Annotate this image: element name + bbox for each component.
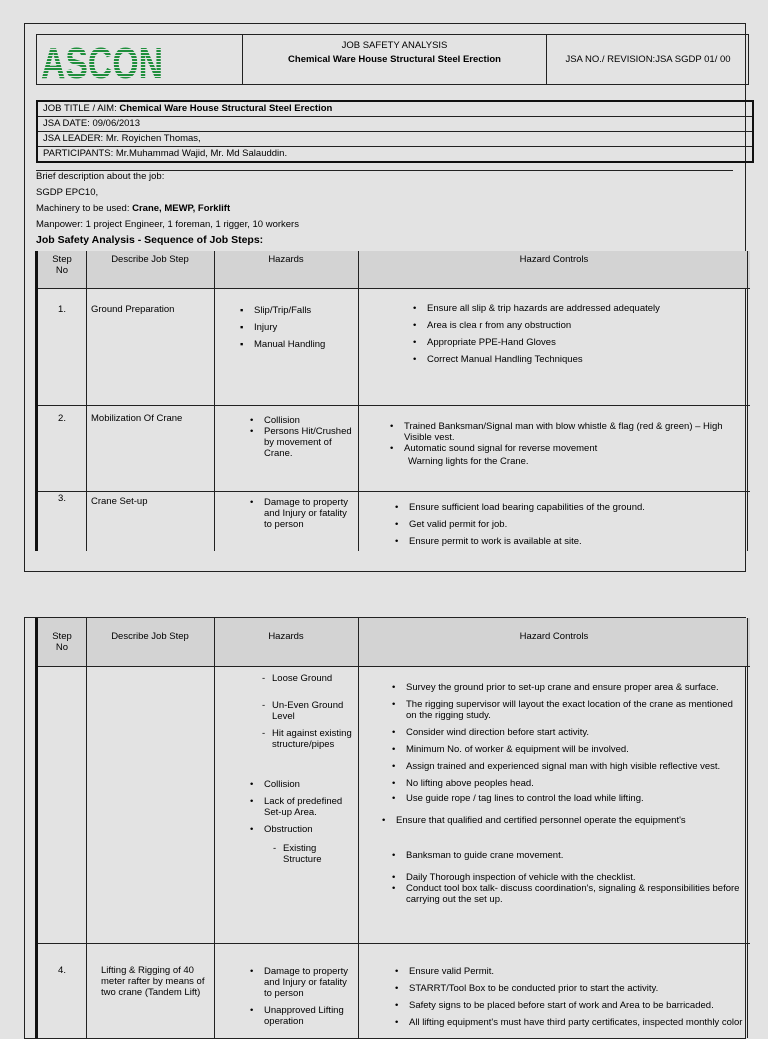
control-item: • All lifting equipment's must have third party certificates, inspected monthly color: [409, 1017, 747, 1028]
row2-hazards: [264, 415, 356, 459]
jsa-header: [36, 34, 749, 88]
ascon-logo: [41, 38, 231, 88]
hazard-item: • Lack of predefined Set-up Area.: [264, 796, 356, 818]
document-subtitle: Chemical Ware House Structural Steel Erection: [288, 54, 501, 65]
hazard-item: - Existing Structure: [283, 843, 357, 865]
control-item: • STARRT/Tool Box to be conducted prior to start the activity.: [409, 983, 747, 994]
row3-hazards: [264, 497, 356, 530]
control-item: • Conduct tool box talk- discuss coordination's, signaling & responsibilities before carrying out the set up.: [406, 883, 746, 905]
header-describe: Describe Job Step: [111, 631, 189, 642]
hazard-item: • Collision: [264, 415, 356, 426]
control-item: • Ensure sufficient load bearing capabilities of the ground.: [409, 502, 743, 513]
manpower: Manpower: 1 project Engineer, 1 foreman, 1 rigger, 10 workers: [36, 219, 299, 230]
row3-cont-controls-c: [406, 850, 744, 861]
row3-cont-hazards-c: [283, 843, 357, 865]
hazard-item: - Loose Ground: [272, 673, 356, 684]
hazard-item: ▪ Injury: [254, 322, 354, 333]
hazard-item: • Collision: [264, 779, 356, 790]
header-no-label: No: [55, 265, 69, 276]
header-step-label: Step: [52, 631, 72, 642]
row3-controls: [409, 502, 743, 547]
control-item: • Use guide rope / tag lines to control the load while lifting.: [406, 793, 746, 804]
document-page-2: [24, 617, 746, 1039]
hazard-item: - Hit against existing structure/pipes: [272, 728, 356, 750]
row3-step: Crane Set-up: [91, 496, 148, 507]
jsa-date: JSA DATE: 09/06/2013: [38, 117, 752, 132]
svg-text:ASCON: ASCON: [41, 39, 163, 88]
control-item: • Ensure that qualified and certified personnel operate the equipment's: [396, 815, 744, 826]
control-item: • Minimum No. of worker & equipment will be involved.: [406, 744, 746, 755]
header-title-block: [242, 35, 547, 84]
control-item: • Assign trained and experienced signal man with high visible reflective vest.: [406, 761, 746, 772]
header-step: [38, 631, 86, 653]
control-item: • Ensure valid Permit.: [409, 966, 747, 977]
header-hazards: Hazards: [268, 254, 304, 265]
control-item: • Ensure permit to work is available at site.: [409, 536, 743, 547]
job-info-block: [36, 100, 754, 163]
hazard-item: • Damage to property and Injury or fatality to person: [264, 497, 356, 530]
control-item: • Appropriate PPE-Hand Gloves: [427, 337, 747, 348]
machinery-line: [36, 203, 230, 214]
row4-controls: [409, 966, 747, 1028]
row3-cont-hazards-b: [264, 779, 356, 835]
row2-step: Mobilization Of Crane: [91, 413, 183, 424]
control-item: • The rigging supervisor will layout the exact location of the crane as mentioned on the rigging study.: [406, 699, 746, 721]
brief-description-label: Brief description about the job:: [36, 171, 165, 182]
row3-cont-controls-d: [406, 872, 746, 905]
machinery-value: Crane, MEWP, Forklift: [132, 203, 231, 214]
document-page-1: [24, 23, 746, 572]
header-step-label: Step: [52, 254, 72, 265]
row3-cont-controls-b: [396, 815, 744, 826]
hazard-item: • Damage to property and Injury or fatality to person: [264, 966, 356, 999]
table-header: [38, 618, 750, 667]
row4-step-no: 4.: [58, 965, 66, 976]
header-hazards: Hazards: [268, 631, 304, 642]
section-title: Job Safety Analysis - Sequence of Job Steps:: [36, 234, 264, 246]
row1-step-no: 1.: [58, 304, 66, 315]
row2-step-no: 2.: [58, 413, 66, 424]
job-title-value: Chemical Ware House Structural Steel Erection: [119, 103, 333, 114]
job-title-label: JOB TITLE / AIM:: [43, 103, 117, 114]
row1-hazards: [254, 305, 354, 350]
row1-step: Ground Preparation: [91, 304, 175, 315]
row4-hazards: [264, 966, 356, 1027]
header-controls: Hazard Controls: [519, 254, 589, 265]
control-item: • Trained Banksman/Signal man with blow whistle & flag (red & green) – High Visible vest.: [404, 421, 744, 443]
hazard-item: • Persons Hit/Crushed by movement of Crane.: [264, 426, 356, 459]
control-item: • Ensure all slip & trip hazards are addressed adequately: [427, 303, 747, 314]
jsa-number: JSA NO./ REVISION:JSA SGDP 01/ 00: [565, 54, 731, 65]
control-item: • No lifting above peoples head.: [406, 778, 746, 789]
row3-cont-hazards-a: [272, 673, 356, 750]
header-describe: Describe Job Step: [111, 254, 189, 265]
control-item: • Get valid permit for job.: [409, 519, 743, 530]
control-item: • Automatic sound signal for reverse movement: [404, 443, 744, 454]
table-header: [38, 251, 750, 289]
row2-controls: [404, 421, 744, 454]
document-title: JOB SAFETY ANALYSIS: [341, 40, 448, 51]
row1-controls: [427, 303, 747, 365]
machinery-label: Machinery to be used:: [36, 203, 133, 214]
project-code: SGDP EPC10,: [36, 187, 99, 198]
control-item: • Banksman to guide crane movement.: [406, 850, 744, 861]
header-step: [38, 254, 86, 276]
jsa-leader: JSA LEADER: Mr. Royichen Thomas,: [38, 132, 752, 147]
hazard-item: ▪ Manual Handling: [254, 339, 354, 350]
hazard-item: • Unapproved Lifting operation: [264, 1005, 356, 1027]
row3-step-no: 3.: [58, 493, 66, 504]
hazard-item: - Un-Even Ground Level: [272, 700, 356, 722]
job-title-row: [38, 102, 752, 117]
jsa-table-page-1: [35, 251, 750, 551]
hazard-item: ▪ Slip/Trip/Falls: [254, 305, 354, 316]
control-item: • Survey the ground prior to set-up crane and ensure proper area & surface.: [406, 682, 746, 693]
participants: PARTICIPANTS: Mr.Muhammad Wajid, Mr. Md Salauddin.: [43, 148, 288, 159]
row4-step: Lifting & Rigging of 40 meter rafter by means of two crane (Tandem Lift): [101, 965, 205, 998]
hazard-item: • Obstruction: [264, 824, 356, 835]
row3-cont-controls-a: [406, 682, 746, 804]
row2-controls-extra: Warning lights for the Crane.: [408, 456, 529, 467]
control-item: • Consider wind direction before start activity.: [406, 727, 746, 738]
control-item: • Correct Manual Handling Techniques: [427, 354, 747, 365]
control-item: • Safety signs to be placed before start of work and Area to be barricaded.: [409, 1000, 747, 1011]
header-controls: Hazard Controls: [519, 631, 589, 642]
control-item: • Area is clea r from any obstruction: [427, 320, 747, 331]
header-no-label: No: [55, 642, 69, 653]
jsa-table-page-2: [35, 618, 750, 1038]
control-item: • Daily Thorough inspection of vehicle with the checklist.: [406, 872, 746, 883]
